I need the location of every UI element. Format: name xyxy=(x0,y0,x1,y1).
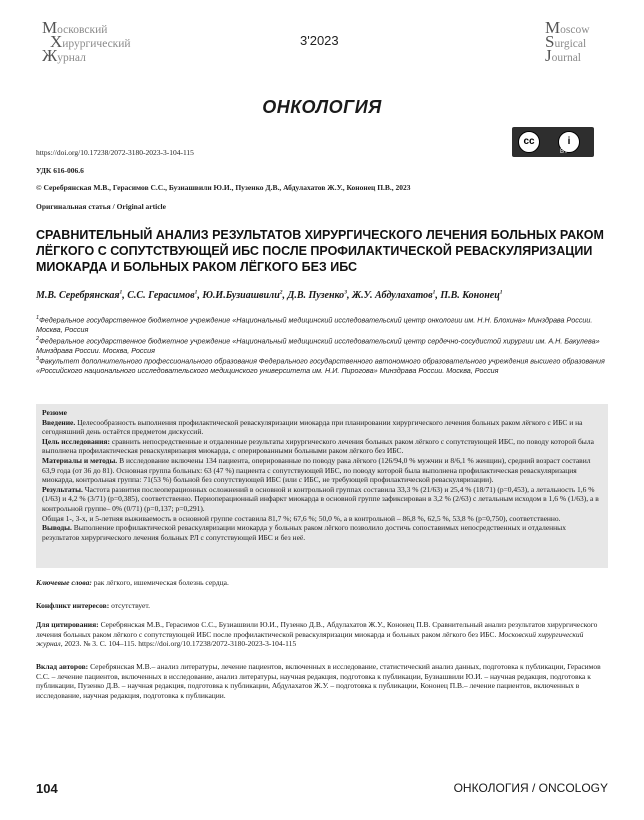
cc-icon: cc xyxy=(518,131,540,153)
affiliation: $^3$Факультет дополнительного профессионального образования Федерального государственного автономного образовательного учреждения высшего образования «Российского национального исследовательского медицинского университета им. Н.И. Пирогова» Минздрава России. Москва, Россия xyxy=(36,356,605,376)
cc-license-badge[interactable] xyxy=(512,127,594,157)
journal-logo-ru xyxy=(42,18,162,65)
abstract-survival: Общая 1-, 3-х, и 5-летняя выживаемость в основной группе составила 81,7 %; 67,6 %; 50,0 %, а в контрольной – 86,8 %, 62,5 %, 53,8 % (p=0,750), соответственно. xyxy=(42,513,561,523)
author: Ю.И.Бузиашвили$^2$, xyxy=(202,290,288,302)
conflict-of-interest: Конфликт интересов: отсутствует. xyxy=(36,601,150,610)
author-contribution: Вклад авторов: Серебрянская М.В.– анализ литературы, лечение пациентов, включенных в исследование, статистический анализ данных, подготовка к публикации, Герасимов С.С. – лечение пациентов, включенных в исследование, анализ литературы, научная редакция, подготовка к публикации, Бузиашвили Ю.И. – научная редакция, подготовка к публикации, Пузенко Д.В. – научная редакция, подготовка к публикации, Абдулахатов Ж.У. – подготовка к публикации, Кононец П.В.– лечение пациентов, включенных в исследование, научная редакция, подготовка к публикации. xyxy=(36,662,601,700)
logo-line: Surgical xyxy=(545,32,587,51)
copyright: © Серебрянская М.В., Герасимов С.С., Бузиашвили Ю.И., Пузенко Д.В., Абдулахатов Ж.У., Кононец П.В., 2023 xyxy=(36,183,411,192)
udk: УДК 616-006.6 xyxy=(36,166,84,175)
author: Д.В. Пузенко$^3$, xyxy=(287,290,352,302)
affiliation: $^1$Федеральное государственное бюджетное учреждение «Национальный медицинский исследовательский центр онкологии им. Н.Н. Блохина» Минздрава России. Москва, Россия xyxy=(36,315,593,334)
logo-line: Journal xyxy=(545,46,582,65)
affiliations xyxy=(36,314,608,376)
author: Ж.У. Абдулахатов$^1$, xyxy=(351,290,441,302)
affiliation: $^2$Федеральное государственное бюджетное учреждение «Национальный медицинский исследовательский центр сердечно-сосудистой хирургии им. А.Н. Бакулева» Минздрава России. Москва, Россия xyxy=(36,335,600,355)
author: П.В. Кононец$^1$ xyxy=(440,290,503,302)
logo-line: Хирургический xyxy=(50,32,131,51)
footer-section: ОНКОЛОГИЯ / ONCOLOGY xyxy=(453,781,608,795)
article-type: Оригинальная статья / Original article xyxy=(36,202,166,211)
author: С.С. Герасимов$^1$, xyxy=(127,290,203,302)
issue-number: 3'2023 xyxy=(300,33,339,48)
author: М.В. Серебрянская$^1$, xyxy=(36,290,128,302)
logo-line: Журнал xyxy=(42,46,86,65)
attribution-icon: i xyxy=(558,131,580,153)
by-label: BY xyxy=(560,149,569,155)
article-title: СРАВНИТЕЛЬНЫЙ АНАЛИЗ РЕЗУЛЬТАТОВ ХИРУРГИЧЕСКОГО ЛЕЧЕНИЯ БОЛЬНЫХ РАКОМ ЛЁГКОГО С СОПУТСТВУЮЩЕЙ ИБС ПОСЛЕ ПРОФИЛАКТИЧЕСКОЙ РЕВАСКУЛЯРИЗАЦИИ МИОКАРДА И БОЛЬНЫХ РАКОМ ЛЁГКОГО БЕЗ ИБС xyxy=(36,228,604,274)
page-number: 104 xyxy=(36,781,58,796)
section-title: ОНКОЛОГИЯ xyxy=(262,97,382,117)
logo-line: Московский xyxy=(42,18,108,37)
logo-line: Moscow xyxy=(545,18,590,37)
abstract-conclusions: Выводы. Выполнение профилактической реваскуляризации миокарда у больных раком лёгкого позволило достичь сопоставимых непосредственных и отдаленных результатов хирургического лечения больных РЛ с сопутствующей ИБС и без неё. xyxy=(42,523,566,542)
abstract-aim: Цель исследования: сравнить непосредственные и отдаленные результаты хирургического лечения больных раком лёгкого с сопутствующей ИБС, по поводу которой была выполнена профилактическая реваскуляризация миокарда, с оперированными больными раком лёгкого без ИБС. xyxy=(42,436,594,456)
author-list xyxy=(36,287,608,302)
abstract-methods: Материалы и методы. В исследование включены 134 пациента, оперированные по поводу рака лёгкого (126/94,0 % мужчин и 8/6,1 % женщин), средний возраст составил 63,9 года (от 36 до 81). Основная группа больных: 63 (47 %) пациента с сопутствующей ИБС, по поводу которой была выполнена профилактическая реваскуляризация миокарда, контрольная группа: 71(53 %) больной без сопутствующей ИБС (или с ИБС, не требующей профилактической реваскуляризации). xyxy=(42,455,591,485)
doi-link[interactable]: https://doi.org/10.17238/2072-3180-2023-3-104-115 xyxy=(36,148,194,157)
keywords: Ключевые слова: рак лёгкого, ишемическая болезнь сердца. xyxy=(36,578,229,587)
journal-logo-en xyxy=(545,18,605,65)
abstract-introduction: Введение. Целесообразность выполнения профилактической реваскуляризации миокарда при планировании хирургического лечения больных раком лёгкого с ИБС и на сегодняшний день остаётся предметом дискуссий. xyxy=(42,417,583,437)
citation: Для цитирования: Серебрянская М.В., Герасимов С.С., Бузиашвили Ю.И., Пузенко Д.В., Абдулахатов Ж.У., Кононец П.В. Сравнительный анализ результатов хирургического лечения больных раком лёгкого с сопутствующей ИБС после профилактической реваскуляризации миокарда и больных раком лёгкого без ИБС. Московский хирургический журнал, 2023. № 3. С. 104–115. https://doi.org/10.17238/2072-3180-2023-3-104-115 xyxy=(36,620,598,649)
abstract-heading: Резюме xyxy=(42,408,67,417)
abstract-box xyxy=(36,404,608,568)
abstract-results: Результаты. Частота развития послеоперационных осложнений в основной и контрольной группах составила 33,3 % (21/63) и 25,4 % (18/71) (p=0,453), а летальность 1,6 % (1/63) и 4,2 % (3/71) (p=0,385), соответственно. Периоперационный инфаркт миокарда в основной группе зафиксирован в 3,2 % (2/63) с летальным исходом в 1,6 % (1/63), а в контрольной группе– 0% (0/71) (p=0,137; p=0,291). xyxy=(42,484,599,513)
